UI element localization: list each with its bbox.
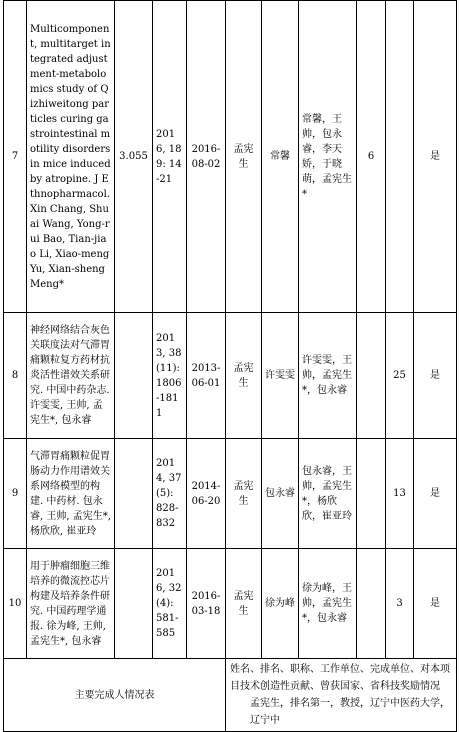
first-author: 包永睿 (262, 439, 299, 549)
publication-table (3, 0, 457, 732)
impact-factor: 3.055 (115, 1, 153, 313)
other-count (357, 439, 386, 549)
row-number: 8 (4, 313, 27, 439)
impact-factor (115, 439, 153, 549)
included-flag: 是 (414, 1, 457, 313)
year-volume-pages: 2016, 32 (4): 581-585 (153, 549, 187, 659)
corresponding-author: 孟宪生 (226, 549, 262, 659)
publish-date: 2016-03-18 (187, 549, 226, 659)
corresponding-author: 孟宪生 (226, 313, 262, 439)
included-flag: 是 (414, 549, 457, 659)
other-count (357, 313, 386, 439)
all-authors: 徐为峰，王帅，孟宪生*，包永睿 (299, 549, 357, 659)
impact-factor (115, 549, 153, 659)
other-count (357, 549, 386, 659)
year-volume-pages: 2016, 189: 14-21 (153, 1, 187, 313)
paper-citation: 气滞胃痛颗粒促胃肠动力作用谱效关系网络模型的构建. 中药材. 包永睿, 王帅, 孟宪生*, 杨欣欣, 崔亚玲 (27, 439, 115, 549)
citation-count: 6 (357, 1, 386, 313)
publish-date: 2013-06-01 (187, 313, 226, 439)
footer-row (4, 659, 457, 732)
table-row (4, 439, 457, 549)
description-line-1: 姓名、排名、职称、工作单位、完成单位、对本项目技术创造性贡献、曾获国家、省科技奖励情况 (230, 664, 450, 692)
first-author: 徐为峰 (262, 549, 299, 659)
all-authors: 包永睿，王帅，孟宪生*，杨欣欣，崔亚玲 (299, 439, 357, 549)
publish-date: 2016-08-02 (187, 1, 226, 313)
citation-count: 3 (386, 549, 414, 659)
row-number: 7 (4, 1, 27, 313)
table-row (4, 1, 457, 313)
citation-count: 13 (386, 439, 414, 549)
first-author: 许雯雯 (262, 313, 299, 439)
paper-citation: 用于肿瘤细胞三维培养的微流控芯片构建及培养条件研究. 中国药理学通报. 徐为峰, 王帅, 孟宪生*, 包永睿 (27, 549, 115, 659)
section-description (226, 659, 457, 732)
included-flag: 是 (414, 313, 457, 439)
corresponding-author: 孟宪生 (226, 439, 262, 549)
other-count (386, 1, 414, 313)
row-number: 10 (4, 549, 27, 659)
section-label: 主要完成人情况表 (4, 659, 226, 732)
table-row (4, 549, 457, 659)
table-row (4, 313, 457, 439)
first-author: 常馨 (262, 1, 299, 313)
paper-citation: 神经网络结合灰色关联度法对气滞胃痛颗粒复方药材抗炎活性谱效关系研究. 中国中药杂志. 许雯雯, 王帅, 孟宪生*, 包永睿 (27, 313, 115, 439)
paper-citation: Multicomponent, multitarget integrated adjustment-metabolomics study of Qizhiweitong particles curing gastrointestinal motility disorders in mice induced by atropine. J Ethnopharmacol. Xin Chang, Shuai Wang, Yong-rui Bao, Tian-jiao Li, Xiao-meng Yu, Xian-sheng Meng* (27, 1, 115, 313)
citation-count: 25 (386, 313, 414, 439)
included-flag: 是 (414, 439, 457, 549)
year-volume-pages: 2014, 37 (5): 828-832 (153, 439, 187, 549)
year-volume-pages: 2013, 38 (11): 1806-1811 (153, 313, 187, 439)
all-authors: 常馨，王帅，包永睿，李天娇，于晓萌，孟宪生* (299, 1, 357, 313)
impact-factor (115, 313, 153, 439)
all-authors: 许雯雯，王帅，孟宪生*，包永睿 (299, 313, 357, 439)
publish-date: 2014-06-20 (187, 439, 226, 549)
description-line-2: 孟宪生，排名第一，教授，辽宁中医药大学，辽宁中 (250, 698, 450, 726)
corresponding-author: 孟宪生 (226, 1, 262, 313)
row-number: 9 (4, 439, 27, 549)
